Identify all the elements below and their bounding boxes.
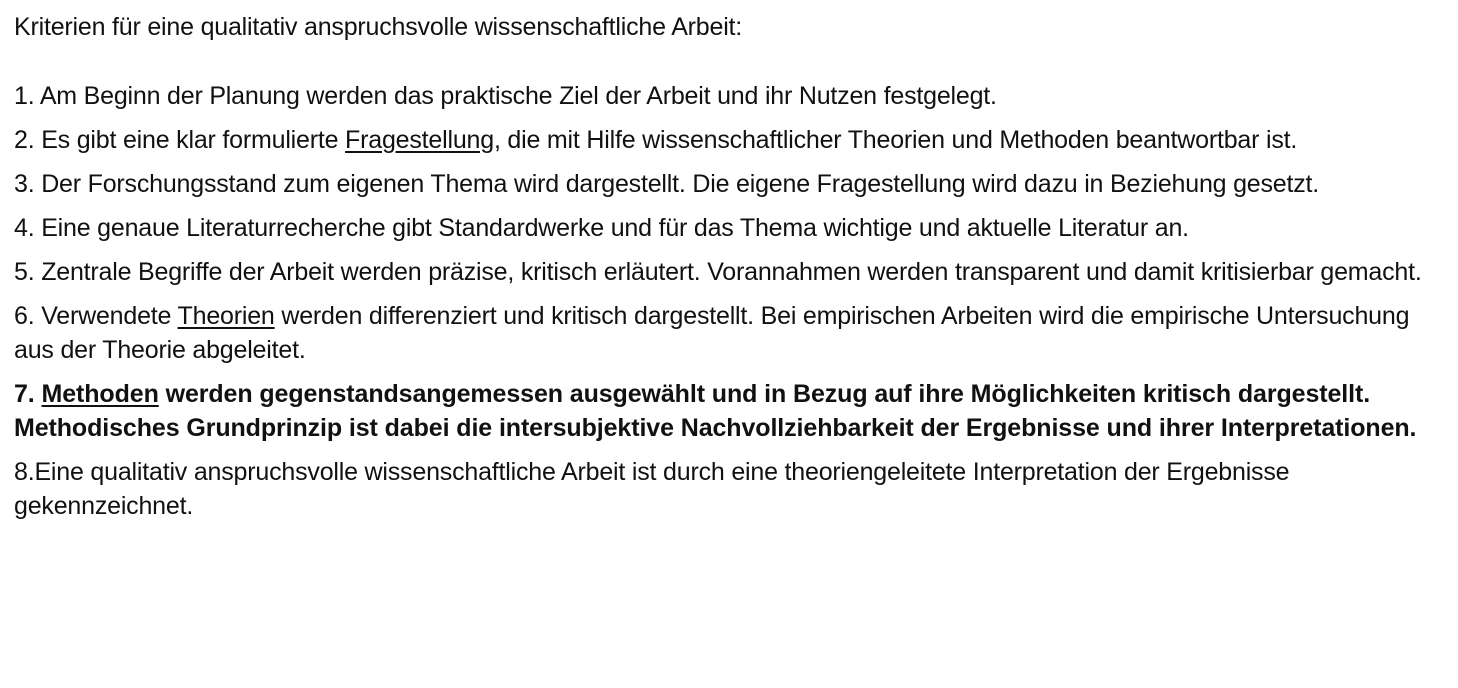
- criterion-8: 8.Eine qualitativ anspruchsvolle wissenschaftliche Arbeit ist durch eine theoriengeleitete Interpretation der Ergebnisse gekennzeichnet.: [14, 458, 1290, 520]
- criterion-2-underlined-term: Fragestellung: [345, 126, 494, 154]
- criterion-7-text-end: werden gegenstandsangemessen ausgewählt und in Bezug auf ihre Möglichkeiten kritisch dargestellt. Methodisches Grundprinzip ist dabei die intersubjektive Nachvollziehbarkeit der Ergebnisse und ihrer Interpretationen.: [14, 380, 1417, 442]
- criterion-4: 4. Eine genaue Literaturrecherche gibt Standardwerke und für das Thema wichtige und aktuelle Literatur an.: [14, 214, 1189, 242]
- criterion-7-text-start: 7.: [14, 380, 42, 408]
- criterion-3: 3. Der Forschungsstand zum eigenen Thema wird dargestellt. Die eigene Fragestellung wird dazu in Beziehung gesetzt.: [14, 170, 1320, 198]
- criterion-7: [14, 377, 1444, 445]
- criterion-7-underlined-term: Methoden: [41, 380, 159, 408]
- criterion-5: 5. Zentrale Begriffe der Arbeit werden präzise, kritisch erläutert. Vorannahmen werden transparent und damit kritisierbar gemacht.: [14, 258, 1422, 286]
- criteria-list: [14, 79, 1444, 523]
- criterion-2-text-start: 2. Es gibt eine klar formulierte: [14, 126, 346, 154]
- criterion-2-text-end: , die mit Hilfe wissenschaftlicher Theorien und Methoden beantwortbar ist.: [493, 126, 1298, 154]
- criterion-1: 1. Am Beginn der Planung werden das praktische Ziel der Arbeit und ihr Nutzen festgelegt.: [14, 82, 997, 110]
- document-heading: Kriterien für eine qualitativ anspruchsvolle wissenschaftliche Arbeit:: [14, 13, 743, 41]
- criterion-2: [14, 123, 1444, 157]
- criterion-6-text-start: 6. Verwendete: [14, 302, 178, 330]
- criterion-6-underlined-term: Theorien: [177, 302, 275, 330]
- criterion-6-text-end: werden differenziert und kritisch dargestellt. Bei empirischen Arbeiten wird die empirische Untersuchung aus der Theorie abgeleitet.: [14, 302, 1410, 364]
- criterion-6: [14, 299, 1444, 367]
